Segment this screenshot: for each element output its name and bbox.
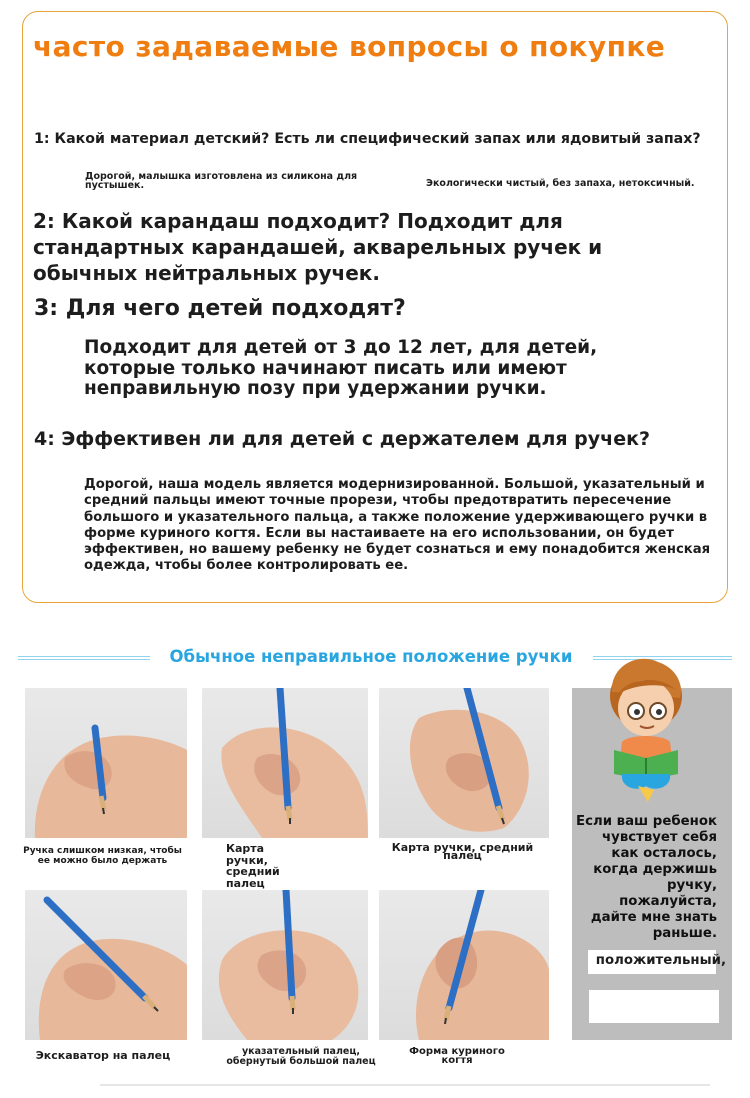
- blank-box: [589, 990, 719, 1023]
- grip-photo-2: [202, 688, 368, 838]
- faq-title: часто задаваемые вопросы о покупке: [33, 30, 666, 63]
- faq-answer-4: Дорогой, наша модель является модернизированной. Большой, указательный и средний пальцы имеют точные прорези, чтобы предотвратить пересечение большого и указательного пальца, а также положение удерживающего ручки в форме куриного когтя. Если вы настаиваете на его использовании, он будет эффективен, но вашему ребенку не будет сознаться и ему понадобится женская одежда, чтобы более контролировать ее.: [84, 477, 711, 574]
- positive-label: положительный,: [595, 953, 726, 968]
- hand-pencil-icon: [25, 688, 187, 838]
- section-title-text: Обычное неправильное положение ручки: [150, 647, 593, 666]
- grip-caption-6: Форма куриного когтя: [409, 1046, 505, 1066]
- grip-photo-4: [25, 890, 187, 1040]
- faq-question-4: 4: Эффективен ли для детей с держателем для ручек?: [34, 428, 651, 450]
- boy-reading-illustration: [598, 656, 694, 802]
- faq-question-2: 2: Какой карандаш подходит? Подходит для стандартных карандашей, акварельных ручек и обычных нейтральных ручек.: [33, 209, 603, 285]
- faq-question-1: 1: Какой материал детский? Есть ли специфический запах или ядовитый запах?: [34, 131, 701, 147]
- grip-photo-3: [379, 688, 549, 838]
- grip-photo-5: [202, 890, 368, 1040]
- faq-answer-3: Подходит для детей от 3 до 12 лет, для детей, которые только начинают писать или имеют неправильную позу при удержании ручки.: [84, 337, 598, 399]
- hand-pencil-icon: [379, 890, 549, 1040]
- hand-pencil-icon: [379, 688, 549, 838]
- hand-pencil-icon: [202, 688, 368, 838]
- faq-answer-1-right: Экологически чистый, без запаха, нетоксичный.: [426, 178, 695, 189]
- hand-pencil-icon: [25, 890, 187, 1040]
- bottom-divider: [100, 1084, 710, 1086]
- faq-question-3: 3: Для чего детей подходят?: [34, 296, 406, 321]
- grip-caption-1: Ручка слишком низкая, чтобы ее можно было держать: [23, 846, 182, 866]
- grip-photo-6: [379, 890, 549, 1040]
- grip-caption-3: Карта ручки, средний палец: [391, 841, 534, 862]
- grip-caption-2: Карта ручки, средний палец: [226, 842, 280, 890]
- faq-answer-1-left: Дорогой, малышка изготовлена из силикона для пустышек.: [85, 171, 358, 191]
- boy-reading-icon: [598, 656, 694, 802]
- grip-photo-1: [25, 688, 187, 838]
- grip-caption-5: указательный палец, обернутый большой палец: [226, 1046, 376, 1067]
- positive-label-box: [588, 950, 726, 974]
- grip-caption-4: Экскаватор на палец: [35, 1049, 171, 1062]
- hand-pencil-icon: [202, 890, 368, 1040]
- advice-text: Если ваш ребенок чувствует себя как осталось, когда держишь ручку, пожалуйста, дайте мне знать раньше.: [576, 814, 717, 941]
